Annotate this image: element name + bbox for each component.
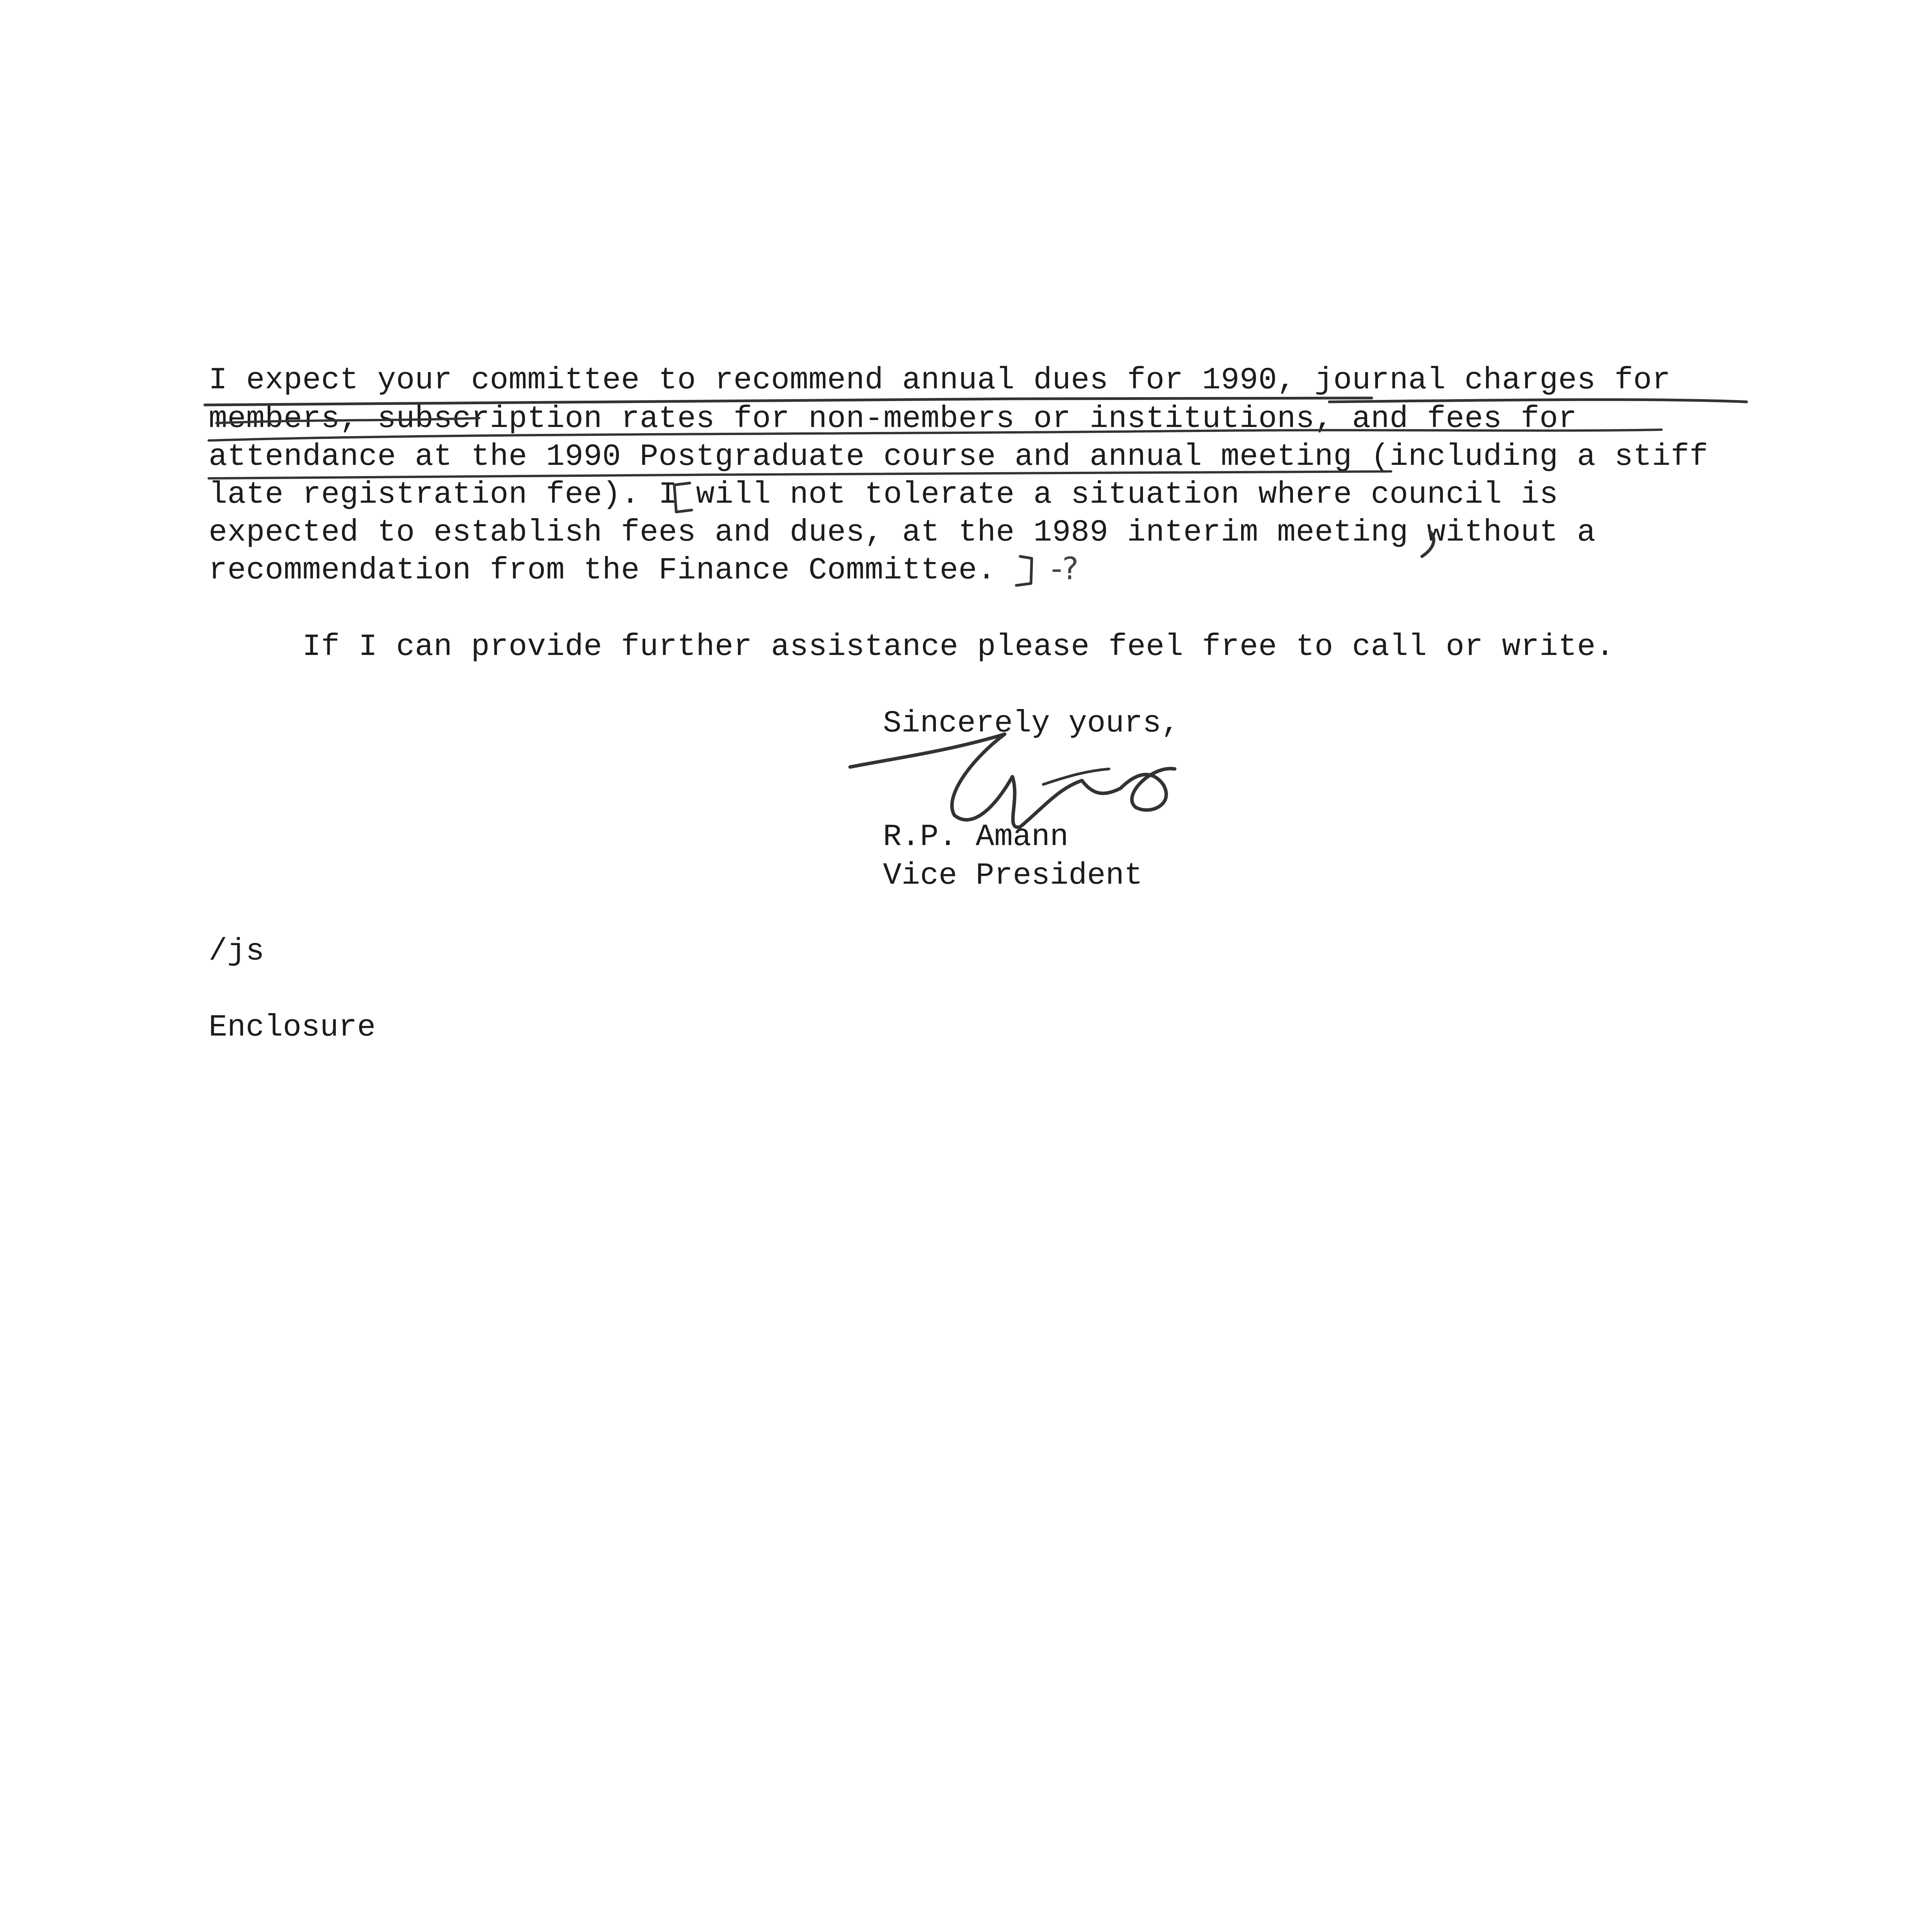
paragraph-1-line-2: members, subscription rates for non-members or institutions, and fees for bbox=[209, 401, 1577, 437]
enclosure-note: Enclosure bbox=[209, 1010, 376, 1045]
typist-initials: /js bbox=[209, 934, 265, 969]
paragraph-1-line-1: I expect your committee to recommend annual dues for 1990, journal charges for bbox=[209, 363, 1671, 398]
signature-mark bbox=[850, 734, 1175, 827]
paragraph-2: If I can provide further assistance please feel free to call or write. bbox=[209, 629, 1615, 665]
bracket-mark bbox=[1016, 556, 1032, 585]
paragraph-1-line-5: expected to establish fees and dues, at the 1989 interim meeting without a bbox=[209, 515, 1596, 550]
paragraph-1-line-4: late registration fee). I will not tolerate a situation where council is bbox=[209, 477, 1558, 512]
handwritten-margin-note: -? bbox=[1051, 551, 1079, 587]
signer-name: R.P. Amann bbox=[883, 820, 1069, 855]
signature-mark bbox=[1043, 769, 1109, 784]
closing: Sincerely yours, bbox=[883, 706, 1180, 741]
paragraph-1-line-3: attendance at the 1990 Postgraduate course and annual meeting (including a stiff bbox=[209, 439, 1708, 474]
signer-title: Vice President bbox=[883, 858, 1143, 893]
paragraph-1-line-6: recommendation from the Finance Committee. bbox=[209, 553, 996, 588]
